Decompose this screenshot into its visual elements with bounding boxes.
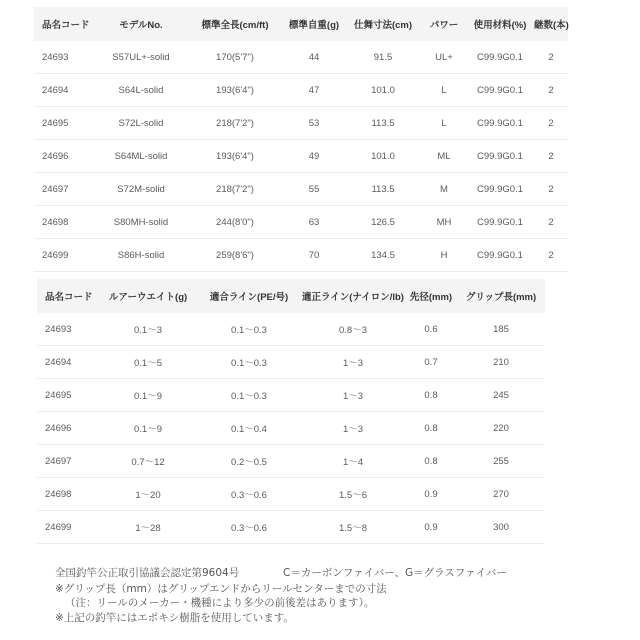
- cell-product-code: 24696: [34, 140, 96, 173]
- cell-length: 218(7'2"): [186, 173, 284, 206]
- header-product-code: 品名コード: [34, 7, 96, 41]
- cell-nylon-line: 1.5～8: [301, 511, 405, 544]
- cell-length: 244(8'0"): [186, 206, 284, 239]
- grip-length-subnote: （注：リールのメーカー・機種により多少の前後差はあります）。: [65, 597, 375, 609]
- cell-lure-weight: 0.1～9: [99, 412, 197, 445]
- cell-product-code: 24694: [34, 74, 96, 107]
- cell-tip-diameter: 0.9: [405, 478, 457, 511]
- cell-length: 218(7'2"): [186, 107, 284, 140]
- cell-product-code: 24698: [34, 206, 96, 239]
- cell-lure-weight: 0.1～9: [99, 379, 197, 412]
- header-material: 使用材料(%): [466, 7, 534, 41]
- cell-product-code: 24696: [37, 412, 99, 445]
- cell-pieces: 2: [534, 140, 568, 173]
- cell-pe-line: 0.3～0.6: [197, 511, 301, 544]
- cell-length: 259(8'6"): [186, 239, 284, 272]
- rod-spec-table: [34, 7, 568, 272]
- header-pieces: 継数(本): [534, 7, 568, 41]
- cell-product-code: 24699: [34, 239, 96, 272]
- table-row: [37, 313, 545, 346]
- cell-lure-weight: 0.1～5: [99, 346, 197, 379]
- table-row: [37, 478, 545, 511]
- cell-tip-diameter: 0.7: [405, 346, 457, 379]
- cell-tip-diameter: 0.6: [405, 313, 457, 346]
- cell-nylon-line: 1.5～6: [301, 478, 405, 511]
- cell-tip-diameter: 0.8: [405, 445, 457, 478]
- table-row: [34, 41, 568, 74]
- cell-model-no: S64ML-solid: [96, 140, 186, 173]
- certification-line: [55, 565, 507, 581]
- cell-pe-line: 0.3～0.6: [197, 478, 301, 511]
- cell-material: C99.9G0.1: [466, 140, 534, 173]
- cell-pieces: 2: [534, 107, 568, 140]
- cell-length: 193(6'4"): [186, 140, 284, 173]
- cell-length: 193(6'4"): [186, 74, 284, 107]
- cell-material: C99.9G0.1: [466, 206, 534, 239]
- cell-power: MH: [422, 206, 466, 239]
- cell-nylon-line: 1～4: [301, 445, 405, 478]
- cell-pe-line: 0.2～0.5: [197, 445, 301, 478]
- cell-pieces: 2: [534, 239, 568, 272]
- cell-grip-length: 300: [457, 511, 545, 544]
- cell-tip-diameter: 0.8: [405, 412, 457, 445]
- header-length: 標準全長(cm/ft): [186, 7, 284, 41]
- cell-product-code: 24694: [37, 346, 99, 379]
- cell-power: L: [422, 74, 466, 107]
- cell-product-code: 24695: [34, 107, 96, 140]
- cell-grip-length: 255: [457, 445, 545, 478]
- cell-pe-line: 0.1～0.3: [197, 379, 301, 412]
- cell-product-code: 24698: [37, 478, 99, 511]
- cell-pieces: 2: [534, 74, 568, 107]
- cell-model-no: S64L-solid: [96, 74, 186, 107]
- table-row: [34, 173, 568, 206]
- cell-nylon-line: 0.8～3: [301, 313, 405, 346]
- cell-product-code: 24695: [37, 379, 99, 412]
- cell-closed-length: 101.0: [344, 140, 422, 173]
- cell-material: C99.9G0.1: [466, 74, 534, 107]
- cell-weight: 47: [284, 74, 344, 107]
- table-header-row: [34, 7, 568, 41]
- grip-length-note: ※グリップ長（mm）はグリップエンドからリールセンターまでの寸法: [55, 583, 387, 595]
- header-product-code: 品名コード: [37, 279, 99, 313]
- cell-grip-length: 245: [457, 379, 545, 412]
- cell-grip-length: 220: [457, 412, 545, 445]
- cell-weight: 53: [284, 107, 344, 140]
- certification-number: 全国釣竿公正取引協議会認定第9604号: [55, 567, 240, 579]
- cell-nylon-line: 1～3: [301, 346, 405, 379]
- header-nylon-line: 適正ライン(ナイロン/lb): [301, 279, 405, 313]
- cell-pe-line: 0.1～0.4: [197, 412, 301, 445]
- cell-lure-weight: 0.1～3: [99, 313, 197, 346]
- cell-weight: 55: [284, 173, 344, 206]
- header-model-no: モデルNo.: [96, 7, 186, 41]
- header-tip-diameter: 先径(mm): [405, 279, 457, 313]
- cell-model-no: S86H-solid: [96, 239, 186, 272]
- cell-weight: 44: [284, 41, 344, 74]
- cell-closed-length: 113.5: [344, 173, 422, 206]
- header-pe-line: 適合ライン(PE/号): [197, 279, 301, 313]
- cell-power: H: [422, 239, 466, 272]
- line-spec-table: [37, 279, 545, 544]
- table-row: [34, 206, 568, 239]
- table-row: [34, 140, 568, 173]
- cell-model-no: S72L-solid: [96, 107, 186, 140]
- cell-grip-length: 210: [457, 346, 545, 379]
- cell-grip-length: 185: [457, 313, 545, 346]
- cell-closed-length: 126.5: [344, 206, 422, 239]
- header-weight: 標準自重(g): [284, 7, 344, 41]
- cell-power: UL+: [422, 41, 466, 74]
- cell-material: C99.9G0.1: [466, 239, 534, 272]
- cell-model-no: S72M-solid: [96, 173, 186, 206]
- cell-closed-length: 134.5: [344, 239, 422, 272]
- cell-pieces: 2: [534, 173, 568, 206]
- cell-closed-length: 91.5: [344, 41, 422, 74]
- cell-material: C99.9G0.1: [466, 173, 534, 206]
- header-power: パワー: [422, 7, 466, 41]
- table-row: [37, 511, 545, 544]
- cell-material: C99.9G0.1: [466, 41, 534, 74]
- cell-lure-weight: 1～28: [99, 511, 197, 544]
- cell-product-code: 24697: [37, 445, 99, 478]
- table-row: [37, 445, 545, 478]
- header-lure-weight: ルアーウエイト(g): [99, 279, 197, 313]
- cell-weight: 63: [284, 206, 344, 239]
- cell-closed-length: 113.5: [344, 107, 422, 140]
- material-legend: C＝カーボンファイバー、G＝グラスファイバー: [283, 567, 507, 579]
- table-row: [34, 74, 568, 107]
- cell-lure-weight: 1～20: [99, 478, 197, 511]
- cell-pe-line: 0.1～0.3: [197, 346, 301, 379]
- cell-pieces: 2: [534, 41, 568, 74]
- cell-weight: 49: [284, 140, 344, 173]
- footnotes: [55, 565, 507, 626]
- cell-product-code: 24693: [34, 41, 96, 74]
- table-row: [37, 412, 545, 445]
- cell-product-code: 24693: [37, 313, 99, 346]
- cell-power: M: [422, 173, 466, 206]
- cell-weight: 70: [284, 239, 344, 272]
- cell-product-code: 24699: [37, 511, 99, 544]
- cell-nylon-line: 1～3: [301, 412, 405, 445]
- cell-closed-length: 101.0: [344, 74, 422, 107]
- table-header-row: [37, 279, 545, 313]
- cell-power: ML: [422, 140, 466, 173]
- cell-grip-length: 270: [457, 478, 545, 511]
- cell-nylon-line: 1～3: [301, 379, 405, 412]
- cell-lure-weight: 0.7～12: [99, 445, 197, 478]
- cell-model-no: S57UL+-solid: [96, 41, 186, 74]
- cell-product-code: 24697: [34, 173, 96, 206]
- cell-length: 170(5'7"): [186, 41, 284, 74]
- cell-model-no: S80MH-solid: [96, 206, 186, 239]
- table-row: [34, 239, 568, 272]
- cell-tip-diameter: 0.8: [405, 379, 457, 412]
- table-row: [34, 107, 568, 140]
- cell-material: C99.9G0.1: [466, 107, 534, 140]
- cell-tip-diameter: 0.9: [405, 511, 457, 544]
- table-row: [37, 346, 545, 379]
- cell-power: L: [422, 107, 466, 140]
- header-closed-length: 仕舞寸法(cm): [344, 7, 422, 41]
- table-row: [37, 379, 545, 412]
- cell-pe-line: 0.1～0.3: [197, 313, 301, 346]
- header-grip-length: グリップ長(mm): [457, 279, 545, 313]
- epoxy-note: ※上記の釣竿にはエポキシ樹脂を使用しています。: [55, 612, 294, 624]
- cell-pieces: 2: [534, 206, 568, 239]
